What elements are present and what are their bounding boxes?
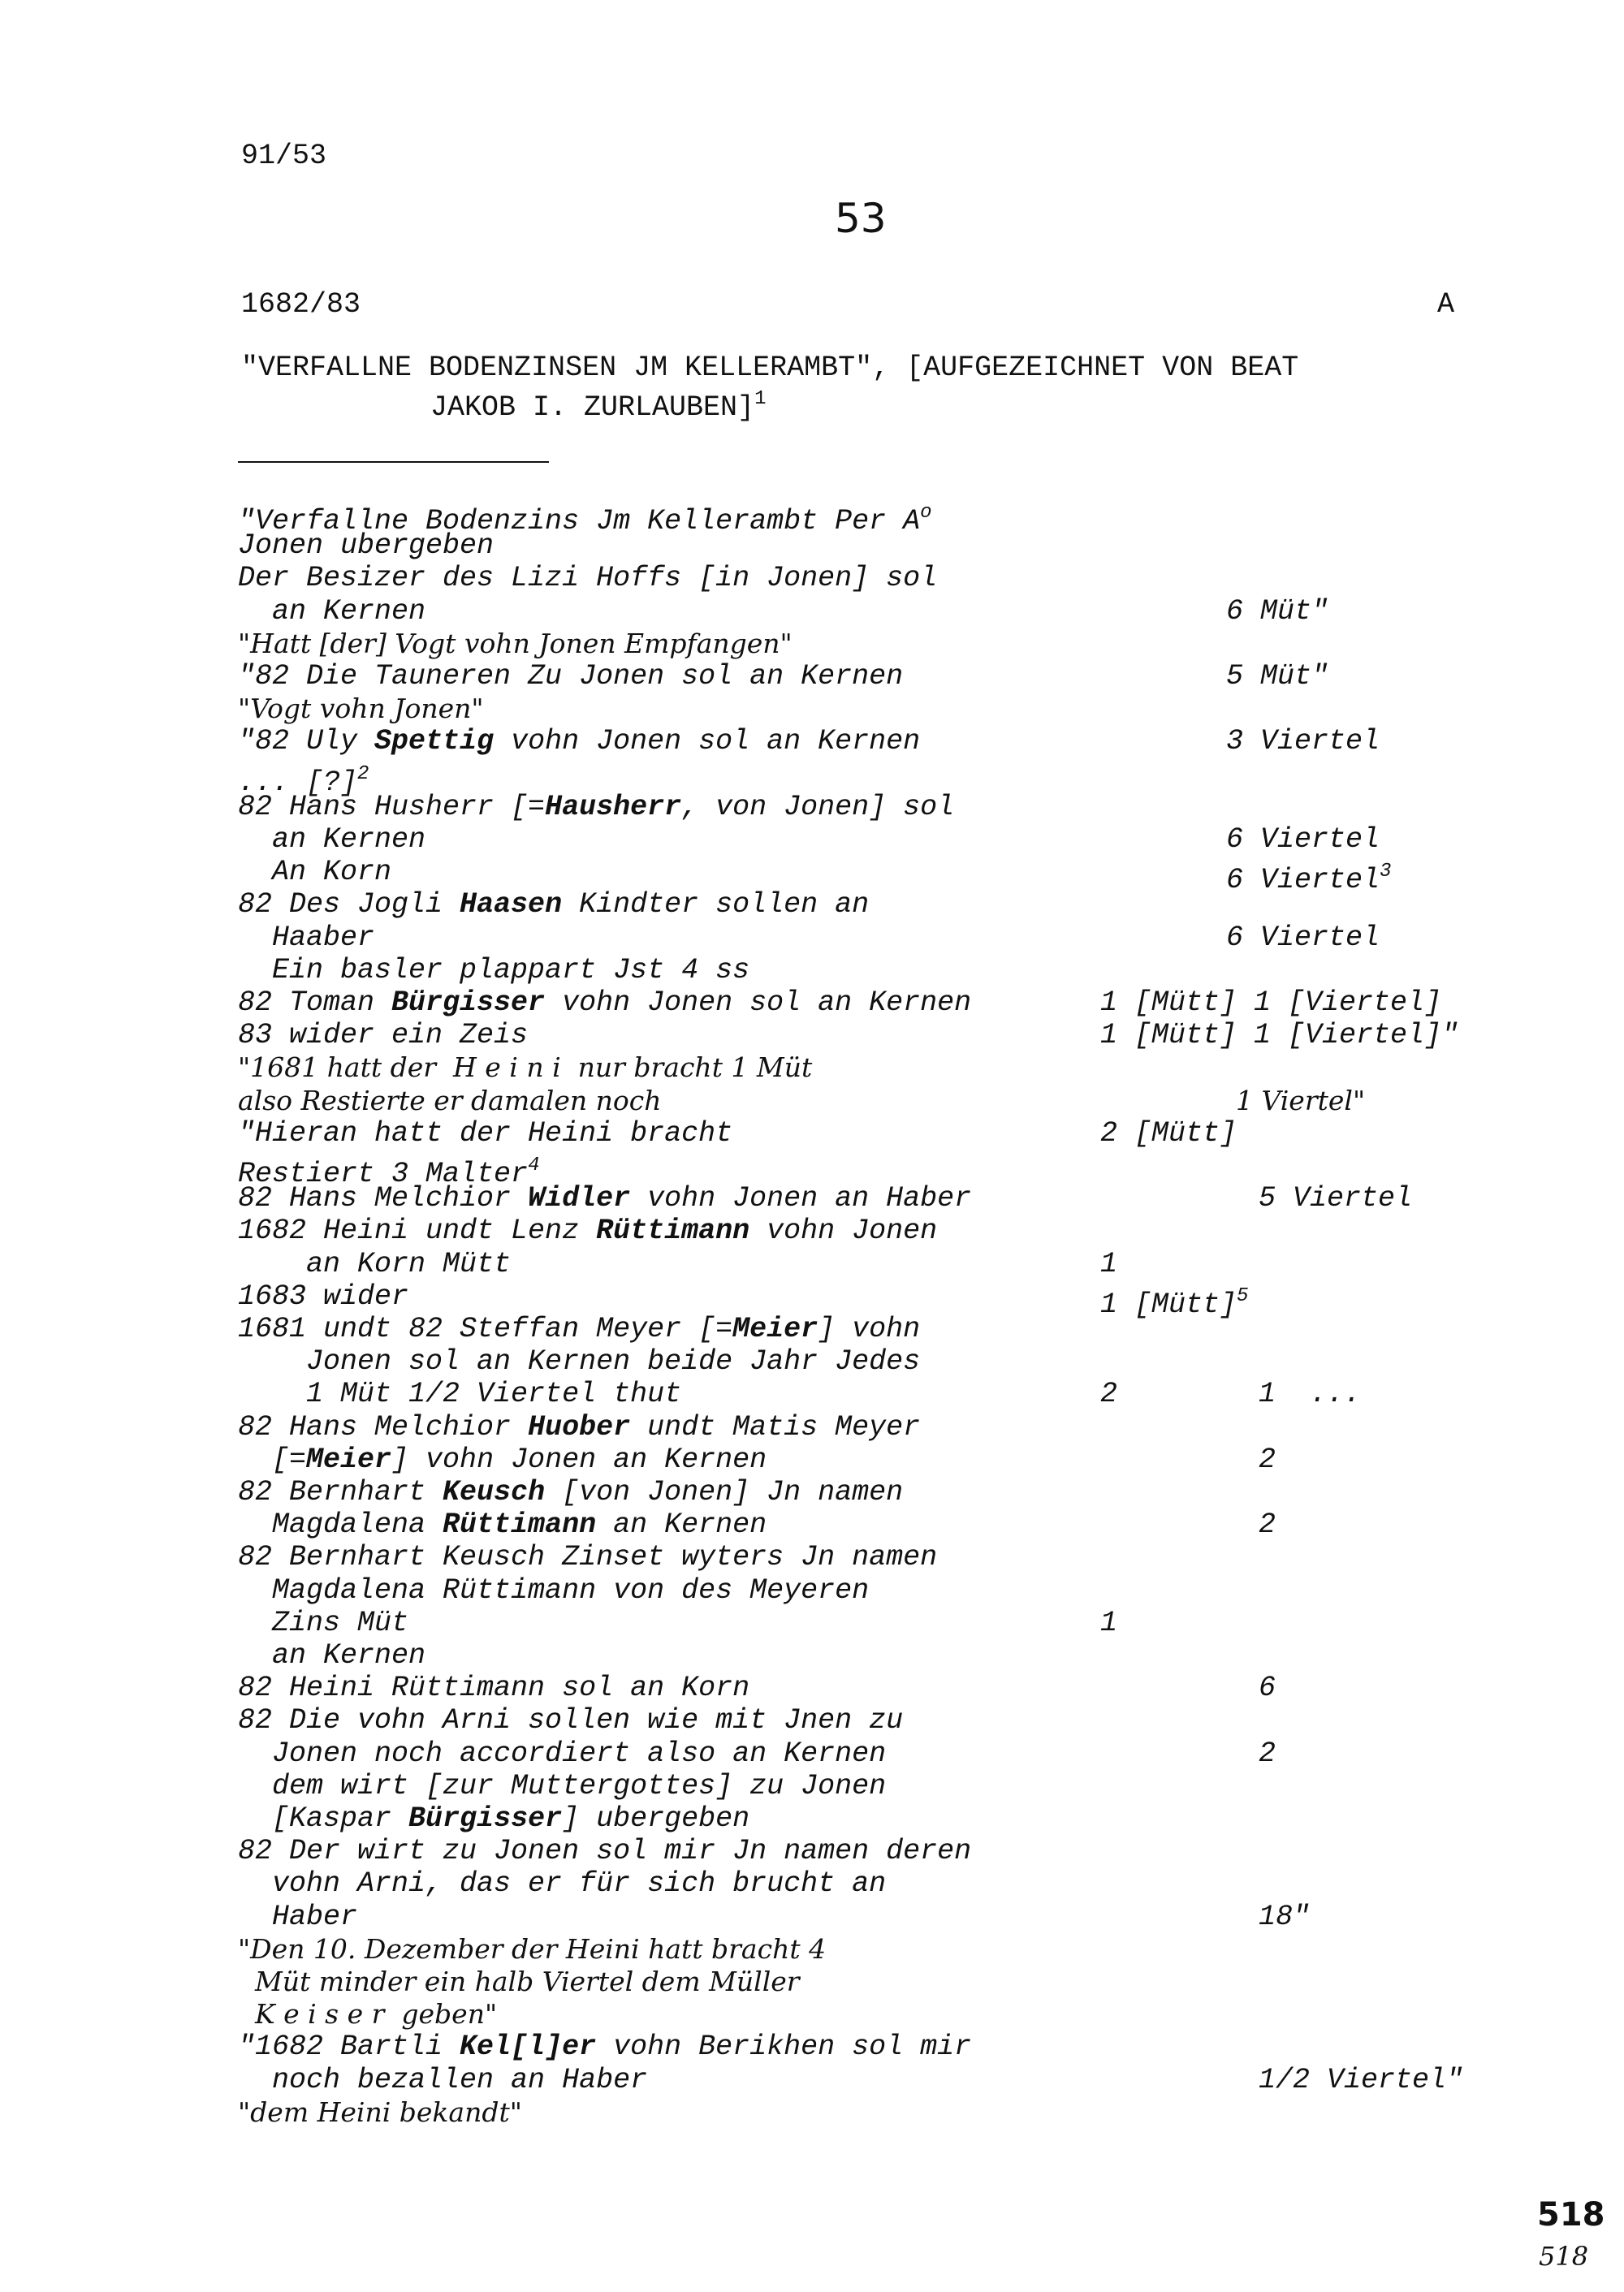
footnote-marker: 2 — [357, 762, 369, 785]
title-line-1: "VERFALLNE BODENZINSEN JM KELLERAMBT", [AUFGEZEICHNET VON BEAT — [241, 352, 1299, 384]
entry-text: Magdalena Rüttimann von des Meyeren — [238, 1573, 870, 1607]
entry-text: "82 Uly — [238, 725, 375, 758]
section-letter: A — [1437, 288, 1455, 321]
entry-line — [238, 1998, 497, 2032]
entry-line — [238, 1051, 812, 1086]
amount-value: 6 Viertel — [1226, 864, 1380, 897]
entry-text: 82 Hans Melchior — [238, 1410, 529, 1444]
amount-right — [1259, 2064, 1463, 2096]
entry-text: [= — [238, 1443, 307, 1476]
entry-line — [238, 628, 793, 662]
amount-mid — [1100, 1280, 1248, 1321]
amount — [1226, 660, 1328, 693]
entry-line — [238, 1737, 886, 1770]
entry-text: 82 Bernhart Keusch Zinset wyters Jn namen — [238, 1541, 938, 1574]
amount-mid — [1100, 1117, 1237, 1150]
entry-line — [238, 986, 971, 1019]
entry-line — [238, 1345, 920, 1378]
amount-col3 — [1259, 1444, 1276, 1476]
amount-right-value: 5 Viertel — [1259, 1182, 1413, 1215]
handwritten-text: "Vogt vohn Jonen" — [238, 693, 484, 725]
amount-col3-value: 1 ... — [1259, 1378, 1362, 1411]
amount-mid-value: 2 — [1100, 1378, 1118, 1411]
entry-text: ... [?] — [238, 766, 358, 799]
amount-col3-value: 2 — [1259, 1443, 1276, 1476]
amount-value: 6 Viertel — [1226, 823, 1380, 856]
entry-line — [238, 2031, 971, 2063]
amount-mid-value: 1 [Mütt] 1 [Viertel] — [1100, 986, 1442, 1019]
amount-col3-value: 2 — [1259, 1737, 1276, 1770]
entry-text-cont: vohn Jonen sol an Kernen — [494, 725, 921, 758]
family-name: Huober — [528, 1410, 631, 1444]
amount-col3 — [1259, 1901, 1310, 1933]
entry-line — [238, 562, 937, 594]
amount-mid — [1100, 1378, 1117, 1410]
entry-text: 82 Der wirt zu Jonen sol mir Jn namen deren — [238, 1835, 972, 1868]
entry-text: 83 wider ein Zeis — [238, 1019, 529, 1052]
amount-mid — [1100, 1019, 1458, 1051]
entry-text: 82 Hans Husherr [= — [238, 790, 546, 823]
entry-text: "Hieran hatt der Heini bracht — [238, 1116, 733, 1150]
entry-text-cont: vohn Jonen an Haber — [630, 1182, 972, 1215]
entry-text: 1 Müt 1/2 Viertel thut — [238, 1378, 682, 1411]
entry-text-cont: Kindter sollen an — [562, 888, 870, 922]
entry-text-cont: , von Jonen] sol — [681, 790, 955, 823]
amount-col3 — [1259, 1509, 1276, 1541]
entry-text-cont: ] vohn Jonen an Kernen — [391, 1443, 767, 1476]
entry-text: Jonen sol an Kernen beide Jahr Jedes — [238, 1345, 921, 1379]
entry-line — [238, 1117, 732, 1150]
family-name: Bürgisser — [408, 1802, 563, 1835]
footnote-marker: o — [920, 502, 932, 524]
amount-value: 6 Viertel — [1226, 921, 1380, 954]
family-name: Keusch — [443, 1476, 546, 1509]
entry-line — [238, 1770, 886, 1802]
entry-text-cont: ] ubergeben — [562, 1802, 750, 1835]
amount — [1226, 595, 1328, 628]
entry-text: Zins Müt — [238, 1606, 409, 1639]
entry-line — [238, 1019, 528, 1051]
amount-right-value: 1/2 Viertel" — [1259, 2063, 1464, 2096]
family-name: Hausherr — [545, 790, 682, 823]
amount-right — [1259, 1182, 1412, 1215]
entry-line — [238, 725, 920, 758]
amount-mid — [1100, 1607, 1117, 1639]
entry-line — [238, 1411, 920, 1444]
entry-text: an Kernen — [238, 823, 426, 856]
handwritten-text: K e i s e r geben" — [238, 1998, 498, 2031]
separator-rule — [238, 461, 549, 463]
footnote-marker: 5 — [1237, 1284, 1249, 1307]
entry-line — [238, 888, 869, 921]
entry-text-cont: undt Matis Meyer — [630, 1410, 921, 1444]
handwritten-text: "Den 10. Dezember der Heini hatt bracht 4 — [238, 1932, 827, 1965]
amount — [1226, 856, 1391, 896]
entry-line — [238, 595, 425, 628]
handwritten-number: 518 — [1539, 2241, 1589, 2272]
family-name: Meier — [306, 1443, 392, 1476]
entry-line — [238, 1639, 425, 1672]
amount-col3 — [1259, 1672, 1276, 1704]
entry-line — [238, 1248, 511, 1280]
amount-mid-value: 1 [Mütt] 1 [Viertel]" — [1100, 1019, 1459, 1052]
entry-line — [238, 1672, 749, 1704]
handwritten-text: also Restierte er damalen noch — [238, 1084, 662, 1116]
entry-line — [238, 922, 374, 954]
entry-line — [238, 1280, 408, 1313]
amount-col3-value: 6 — [1259, 1672, 1276, 1705]
entry-text: vohn Arni, das er für sich brucht an — [238, 1867, 887, 1901]
amount-handwritten — [1236, 1085, 1365, 1117]
entry-line — [238, 1933, 826, 1967]
amount-col3-value: 18" — [1259, 1900, 1311, 1933]
handwritten-text: "dem Heini bekandt" — [238, 2096, 522, 2128]
amount — [1226, 725, 1380, 758]
entry-line — [238, 2064, 647, 2096]
family-name: Haasen — [460, 888, 563, 922]
entry-line — [238, 823, 425, 856]
handwritten-text: Müt minder ein halb Viertel dem Müller — [238, 1966, 800, 1997]
year-range: 1682/83 — [241, 288, 361, 321]
entry-text: Haaber — [238, 921, 375, 954]
entry-text-cont: vohn Berikhen sol mir — [596, 2031, 972, 2064]
entry-line — [238, 529, 494, 562]
entry-text-cont: ] vohn — [818, 1313, 921, 1345]
amount-mid-value: 1 — [1100, 1247, 1118, 1280]
entry-line — [238, 2096, 522, 2130]
footnote-marker: 4 — [528, 1155, 540, 1176]
entry-text: "Verfallne Bodenzins Jm Kellerambt Per A — [238, 505, 921, 537]
entry-text: Restiert 3 Malter — [238, 1158, 529, 1190]
entry-line — [238, 1378, 681, 1410]
entry-text: Haber — [238, 1900, 358, 1933]
amount-mid-value: 1 — [1100, 1606, 1118, 1639]
entry-text: Jonen ubergeben — [238, 529, 495, 563]
entry-text: Der Besizer des Lizi Hoffs [in Jonen] sol — [238, 562, 938, 595]
entry-line — [238, 1966, 800, 2000]
entry-line — [238, 954, 749, 986]
archive-stamp-number: 518 — [1537, 2196, 1605, 2234]
amount-handwritten-value: 1 Viertel" — [1236, 1084, 1366, 1116]
entry-text: 1682 Heini undt Lenz — [238, 1215, 597, 1248]
amount-col3-value: 2 — [1259, 1509, 1276, 1542]
amount-col3 — [1259, 1378, 1361, 1410]
entry-line — [238, 1901, 357, 1933]
entry-text: an Korn Mütt — [238, 1247, 512, 1280]
entry-text-cont: vohn Jonen — [749, 1215, 938, 1248]
entry-text: 82 Hans Melchior — [238, 1182, 529, 1215]
reference-number: 91/53 — [241, 140, 327, 172]
footnote-marker: 3 — [1380, 861, 1392, 883]
family-name: Rüttimann — [596, 1215, 750, 1248]
entry-line — [238, 1215, 937, 1247]
entry-line — [238, 1574, 869, 1607]
entry-text: 1681 undt 82 Steffan Meyer [= — [238, 1313, 733, 1345]
entry-text: Magdalena — [238, 1509, 443, 1542]
entry-text: "82 Die Tauneren Zu Jonen sol an Kernen — [238, 660, 904, 693]
entry-line — [238, 1802, 749, 1835]
entry-text: 82 Des Jogli — [238, 888, 460, 922]
entry-text: 1683 wider — [238, 1280, 409, 1313]
title-footnote-marker: 1 — [754, 388, 767, 410]
entry-text-cont: vohn Jonen sol an Kernen — [545, 986, 972, 1019]
entry-line — [238, 791, 954, 823]
entry-line — [238, 1607, 408, 1639]
entry-text: 82 Toman — [238, 986, 392, 1019]
entry-text: Jonen noch accordiert also an Kernen — [238, 1737, 887, 1770]
entry-text: an Kernen — [238, 1639, 426, 1672]
amount-value: 5 Müt" — [1226, 660, 1329, 693]
family-name: Spettig — [374, 725, 495, 758]
page-number: 53 — [835, 195, 887, 242]
entry-text: dem wirt [zur Muttergottes] zu Jonen — [238, 1769, 887, 1802]
entry-line — [238, 1541, 937, 1573]
entry-text: An Korn — [238, 856, 392, 889]
amount-mid — [1100, 986, 1441, 1019]
entry-line — [238, 1835, 971, 1867]
family-name: Bürgisser — [391, 986, 546, 1019]
entry-text: "1682 Bartli — [238, 2031, 460, 2064]
amount — [1226, 922, 1380, 954]
entry-line — [238, 1085, 661, 1119]
entry-line — [238, 1509, 767, 1541]
handwritten-text: "1681 hatt der H e i n i nur bracht 1 Müt — [238, 1051, 813, 1084]
entry-text-cont: an Kernen — [596, 1509, 767, 1542]
family-name: Rüttimann — [443, 1509, 597, 1542]
entry-text: 82 Die vohn Arni sollen wie mit Jnen zu — [238, 1704, 904, 1737]
family-name: Kel[l]er — [460, 2031, 597, 2064]
amount-value: 6 Müt" — [1226, 594, 1329, 628]
amount-mid-value: 1 [Mütt] — [1100, 1288, 1237, 1321]
handwritten-text: "Hatt [der] Vogt vohn Jonen Empfangen" — [238, 627, 793, 659]
entry-line — [238, 693, 484, 727]
entry-text: an Kernen — [238, 594, 426, 628]
amount-mid-value: 2 [Mütt] — [1100, 1116, 1237, 1150]
entry-line — [238, 856, 391, 888]
entry-line — [238, 660, 903, 693]
family-name: Widler — [528, 1182, 631, 1215]
entry-line — [238, 1444, 767, 1476]
entry-text: noch bezallen an Haber — [238, 2063, 648, 2096]
entry-text: Ein basler plappart Jst 4 ss — [238, 953, 750, 986]
entry-text-cont: [von Jonen] Jn namen — [545, 1476, 904, 1509]
entry-text: 82 Heini Rüttimann sol an Korn — [238, 1672, 750, 1705]
entry-text: 82 Bernhart — [238, 1476, 443, 1509]
entry-line — [238, 1313, 920, 1345]
entry-line — [238, 1476, 903, 1509]
amount-mid — [1100, 1248, 1117, 1280]
amount-value: 3 Viertel — [1226, 725, 1380, 758]
entry-line — [238, 1182, 971, 1215]
title-line-2: JAKOB I. ZURLAUBEN]$^1$ — [430, 388, 767, 424]
entry-line — [238, 1867, 886, 1900]
amount-col3 — [1259, 1737, 1276, 1770]
amount — [1226, 823, 1380, 856]
entry-text: [Kaspar — [238, 1802, 409, 1835]
entry-line — [238, 1704, 903, 1737]
family-name: Meier — [732, 1313, 818, 1345]
